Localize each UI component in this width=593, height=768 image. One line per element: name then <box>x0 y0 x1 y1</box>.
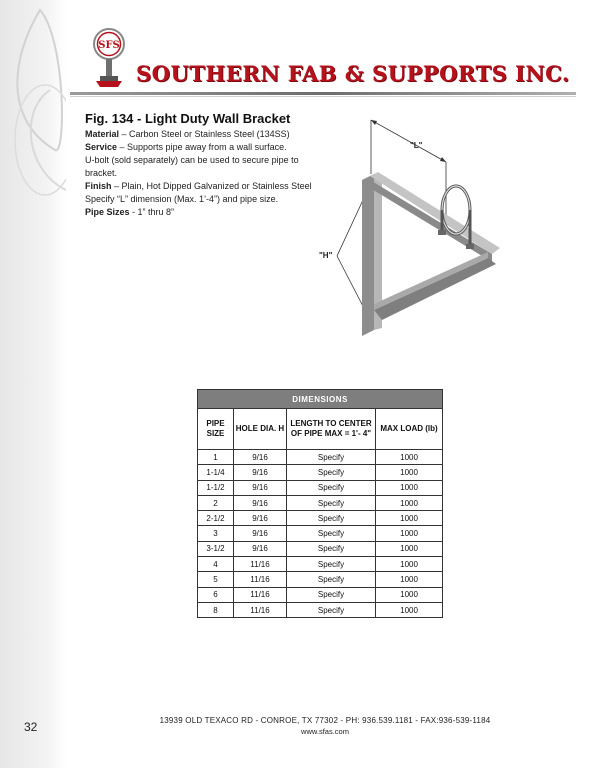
page-number: 32 <box>24 720 38 734</box>
cell-hole-dia: 11/16 <box>234 602 287 617</box>
table-row <box>198 572 443 587</box>
cell-pipe-size: 3-1/2 <box>198 541 234 556</box>
pipe-sizes-label: Pipe Sizes <box>85 207 130 217</box>
cell-length: Specify <box>287 480 376 495</box>
company-name: SOUTHERN FAB & SUPPORTS INC. <box>136 61 570 86</box>
dimensions-table <box>197 389 443 618</box>
footer-address: 13939 OLD TEXACO RD - CONROE, TX 77302 - PH: 936.539.1181 - FAX:936-539-1184 <box>159 716 491 725</box>
product-description <box>85 128 325 219</box>
ubolt-text: U-bolt (sold separately) can be used to secure pipe to bracket. <box>85 155 299 178</box>
company-logo <box>88 27 130 89</box>
table-row <box>198 557 443 572</box>
cell-max-load: 1000 <box>376 602 443 617</box>
cell-hole-dia: 11/16 <box>234 572 287 587</box>
cell-length: Specify <box>287 572 376 587</box>
cell-hole-dia: 9/16 <box>234 465 287 480</box>
cell-length: Specify <box>287 541 376 556</box>
cell-length: Specify <box>287 526 376 541</box>
header-max-load: MAX LOAD (lb) <box>376 409 443 450</box>
cell-max-load: 1000 <box>376 587 443 602</box>
cell-max-load: 1000 <box>376 450 443 465</box>
cell-length: Specify <box>287 450 376 465</box>
bracket-drawing <box>310 108 510 343</box>
cell-hole-dia: 9/16 <box>234 450 287 465</box>
cell-length: Specify <box>287 511 376 526</box>
cell-max-load: 1000 <box>376 511 443 526</box>
dimension-l-label: "L" <box>410 141 423 150</box>
cell-pipe-size: 8 <box>198 602 234 617</box>
table-row <box>198 541 443 556</box>
material-label: Material <box>85 129 120 139</box>
cell-length: Specify <box>287 495 376 510</box>
table-row <box>198 511 443 526</box>
cell-pipe-size: 1-1/4 <box>198 465 234 480</box>
table-row <box>198 465 443 480</box>
cell-pipe-size: 5 <box>198 572 234 587</box>
table-row <box>198 526 443 541</box>
material-text: – Carbon Steel or Stainless Steel (134SS) <box>119 129 290 139</box>
dimension-h-label: "H" <box>319 251 333 260</box>
header-length-to-center: LENGTH TO CENTER OF PIPE MAX = 1'- 4" <box>287 409 376 450</box>
header-hole-dia: HOLE DIA. H <box>234 409 287 450</box>
header-divider-thin <box>70 96 576 97</box>
service-label: Service <box>85 142 118 152</box>
logo-text: SFS <box>98 40 120 51</box>
table-row <box>198 450 443 465</box>
footer-website: www.sfas.com <box>301 727 349 736</box>
table-body <box>198 450 443 618</box>
cell-max-load: 1000 <box>376 465 443 480</box>
cell-pipe-size: 2 <box>198 495 234 510</box>
cell-pipe-size: 6 <box>198 587 234 602</box>
header-divider <box>70 92 576 95</box>
service-text: – Supports pipe away from a wall surface. <box>117 142 287 152</box>
cell-pipe-size: 1 <box>198 450 234 465</box>
cell-max-load: 1000 <box>376 495 443 510</box>
cell-pipe-size: 1-1/2 <box>198 480 234 495</box>
cell-max-load: 1000 <box>376 526 443 541</box>
cell-length: Specify <box>287 602 376 617</box>
finish-text: – Plain, Hot Dipped Galvanized or Stainless Steel <box>111 181 312 191</box>
pipe-sizes-text: - 1” thru 8” <box>129 207 175 217</box>
cell-max-load: 1000 <box>376 572 443 587</box>
swirl-decoration <box>0 0 66 768</box>
cell-hole-dia: 11/16 <box>234 587 287 602</box>
table-row <box>198 587 443 602</box>
specify-text: Specify “L” dimension (Max. 1’-4”) and pipe size. <box>85 194 279 204</box>
figure-title: Fig. 134 - Light Duty Wall Bracket <box>85 111 291 126</box>
cell-max-load: 1000 <box>376 557 443 572</box>
header-pipe-size: PIPE SIZE <box>198 409 234 450</box>
cell-max-load: 1000 <box>376 541 443 556</box>
cell-hole-dia: 9/16 <box>234 541 287 556</box>
table-row <box>198 480 443 495</box>
cell-hole-dia: 11/16 <box>234 557 287 572</box>
cell-hole-dia: 9/16 <box>234 511 287 526</box>
table-row <box>198 602 443 617</box>
cell-pipe-size: 4 <box>198 557 234 572</box>
left-decorative-panel <box>0 0 66 768</box>
table-title: DIMENSIONS <box>198 390 443 409</box>
finish-label: Finish <box>85 181 112 191</box>
cell-length: Specify <box>287 465 376 480</box>
cell-length: Specify <box>287 557 376 572</box>
cell-hole-dia: 9/16 <box>234 480 287 495</box>
cell-hole-dia: 9/16 <box>234 495 287 510</box>
cell-length: Specify <box>287 587 376 602</box>
cell-pipe-size: 3 <box>198 526 234 541</box>
cell-hole-dia: 9/16 <box>234 526 287 541</box>
table-row <box>198 495 443 510</box>
cell-pipe-size: 2-1/2 <box>198 511 234 526</box>
cell-max-load: 1000 <box>376 480 443 495</box>
